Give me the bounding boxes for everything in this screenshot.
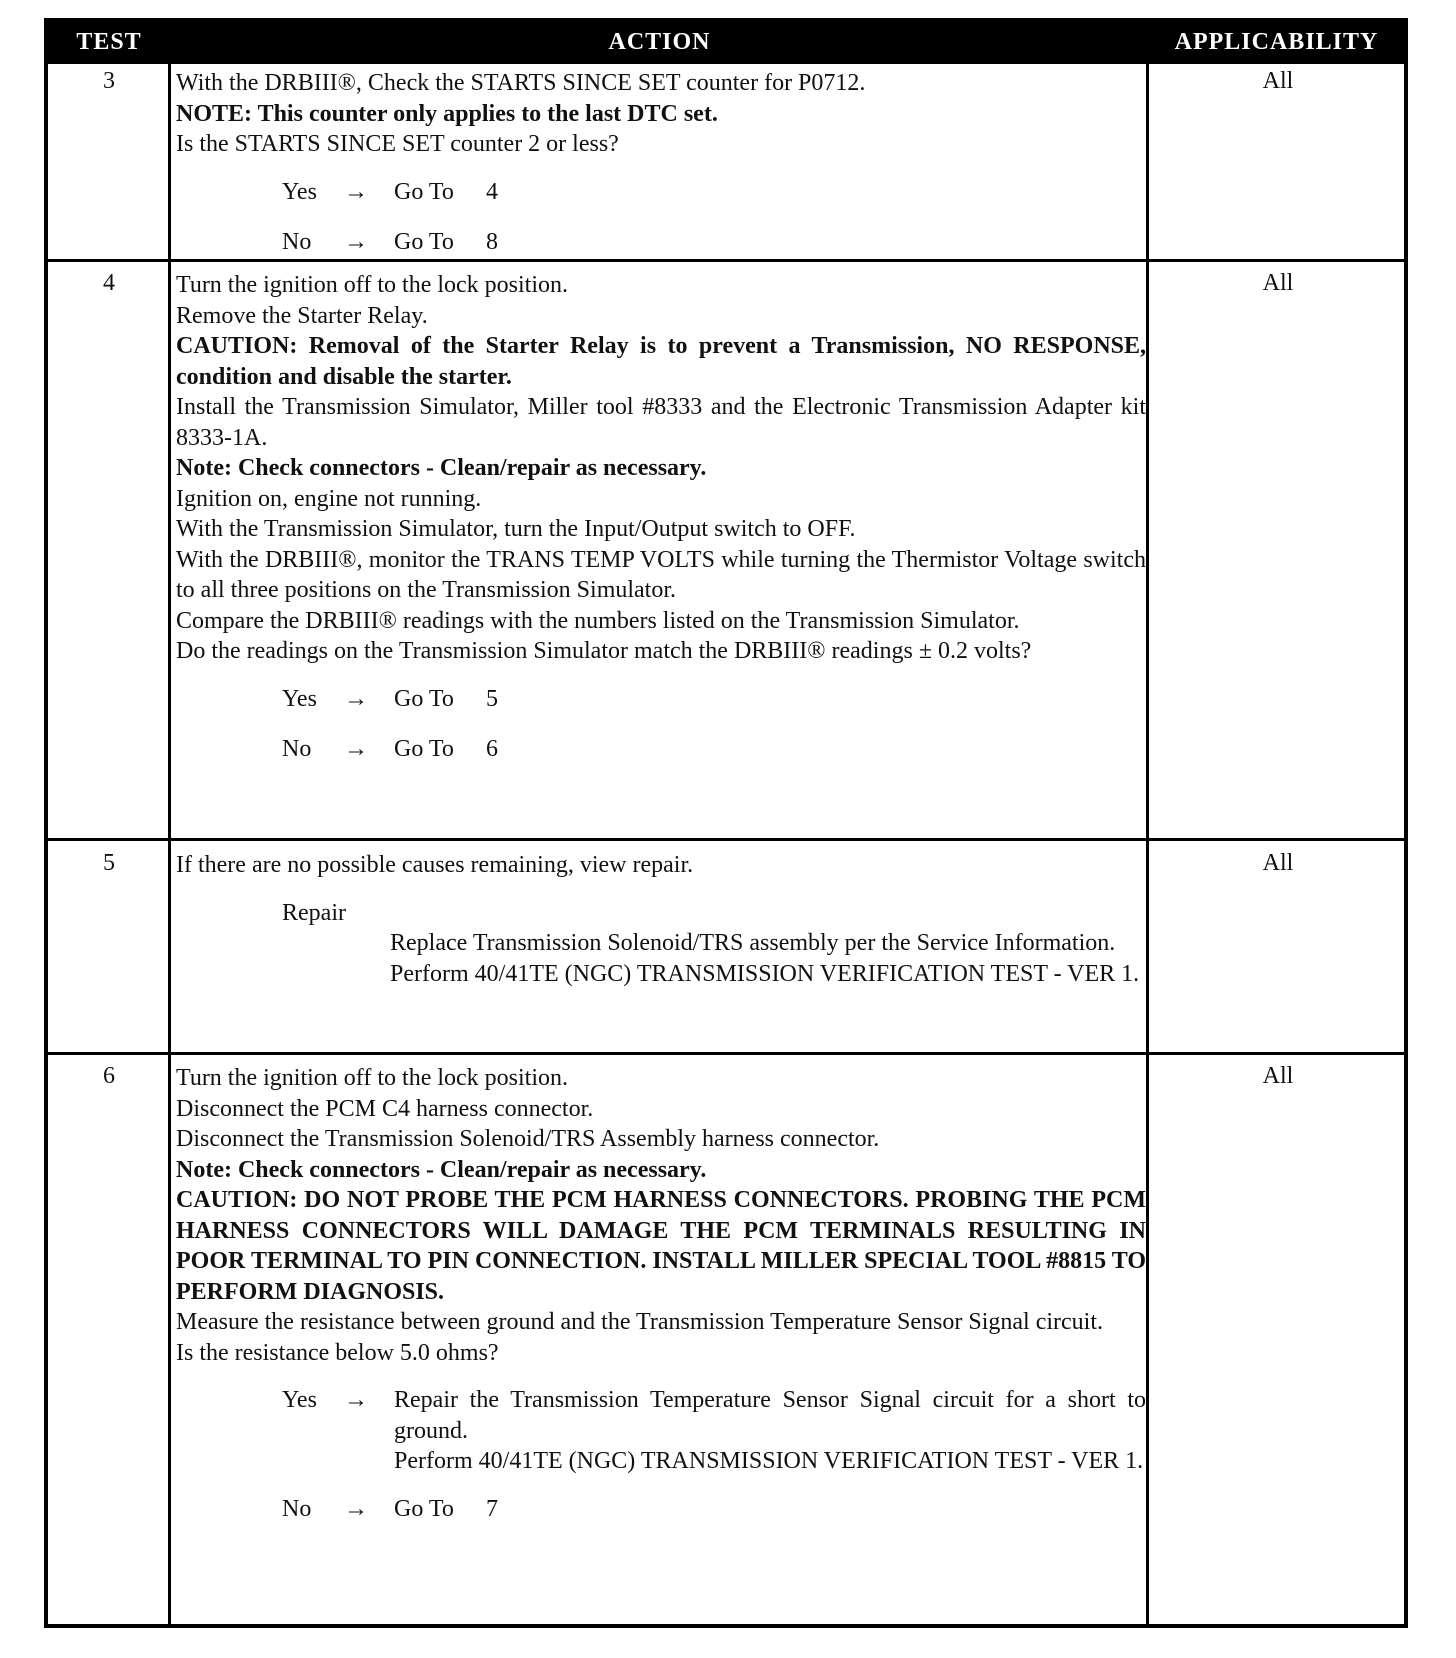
instruction-line: If there are no possible causes remaining, view repair. [176,852,694,878]
test-number: 6 [103,1063,115,1089]
instruction-line: Turn the ignition off to the lock position. [176,1065,569,1091]
caution-line: CAUTION: DO NOT PROBE THE PCM HARNESS CONNECTORS. PROBING THE PCM HARNESS CONNECTORS WILL DAMAGE THE PCM TERMINALS RESULTING IN POOR TERMINAL TO PIN CONNECTION. INSTALL MILLER SPECIAL TOOL #8815 TO PERFORM DIAGNOSIS. [176,1187,1146,1305]
instruction-line: Turn the ignition off to the lock position. [176,272,569,298]
answer-yes [176,667,1146,717]
arrow-icon: → [344,178,368,205]
arrow-icon: → [344,228,368,255]
instruction-line: Disconnect the Transmission Solenoid/TRS Assembly harness connector. [176,1126,880,1152]
goto-text: Go To [394,228,454,255]
question-line: Is the STARTS SINCE SET counter 2 or less? [176,131,619,157]
answer-no [176,1477,1146,1527]
row-divider [48,1052,1404,1055]
goto-text: Go To [394,685,454,712]
column-divider [1146,22,1149,1624]
answer-no [176,717,1146,767]
arrow-icon: → [344,1495,368,1522]
note-line: Note: Check connectors - Clean/repair as necessary. [176,455,707,481]
action-cell [176,68,1146,260]
header-applicability: APPLICABILITY [1149,22,1404,62]
action-cell [176,270,1146,767]
answer-label: Yes [282,1387,317,1413]
answer-instructions [394,1368,1146,1477]
instruction-line: Remove the Starter Relay. [176,302,428,329]
arrow-icon: → [344,1387,368,1413]
note-line: Note: Check connectors - Clean/repair as necessary. [176,1156,707,1183]
instruction-line: With the DRBIII®, Check the STARTS SINCE SET counter for P0712. [176,70,866,96]
goto-text: Go To [394,178,454,205]
test-number: 4 [103,270,115,296]
applicability-value: All [1262,1063,1294,1089]
instruction-line: Disconnect the PCM C4 harness connector. [176,1095,594,1122]
goto-step: 4 [486,178,498,205]
action-cell [176,850,1146,989]
instruction-line: Ignition on, engine not running. [176,485,482,512]
applicability-value: All [1262,68,1294,94]
goto-step: 7 [486,1495,498,1522]
repair-instructions [390,928,1146,989]
repair-line: Replace Transmission Solenoid/TRS assembly per the Service Information. [390,930,1116,956]
header-test: TEST [48,22,170,62]
action-cell [176,1063,1146,1527]
arrow-icon: → [344,735,368,762]
answer-label: No [282,735,312,762]
answer-yes [176,1368,1146,1477]
instruction-line: Measure the resistance between ground and the Transmission Temperature Sensor Signal circuit. [176,1309,1103,1335]
header-action: ACTION [170,22,1149,62]
diagnostic-table [44,18,1408,1628]
repair-line: Perform 40/41TE (NGC) TRANSMISSION VERIFICATION TEST - VER 1. [390,960,1140,987]
instruction-line: With the Transmission Simulator, turn the Input/Output switch to OFF. [176,516,856,542]
test-number: 3 [103,68,115,94]
goto-step: 6 [486,735,498,762]
caution-line: CAUTION: Removal of the Starter Relay is to prevent a Transmission, NO RESPONSE, condition and disable the starter. [176,333,1146,390]
goto-step: 5 [486,685,498,712]
question-line: Do the readings on the Transmission Simulator match the DRBIII® readings ± 0.2 volts? [176,638,1032,664]
row-divider [48,61,1404,64]
applicability-value: All [1262,270,1294,296]
repair-line: Perform 40/41TE (NGC) TRANSMISSION VERIFICATION TEST - VER 1. [394,1448,1144,1474]
answer-label: Yes [282,178,317,205]
note-line: NOTE: This counter only applies to the last DTC set. [176,100,718,127]
answer-label: No [282,228,312,255]
goto-text: Go To [394,1495,454,1522]
arrow-icon: → [344,685,368,712]
row-divider [48,838,1404,841]
instruction-line: Compare the DRBIII® readings with the numbers listed on the Transmission Simulator. [176,607,1020,634]
repair-label: Repair [282,899,346,926]
question-line: Is the resistance below 5.0 ohms? [176,1339,499,1366]
goto-step: 8 [486,228,498,255]
instruction-line: With the DRBIII®, monitor the TRANS TEMP VOLTS while turning the Thermistor Voltage switch to all three positions on the Transmission Simulator. [176,546,1146,603]
answer-yes [176,160,1146,210]
answer-label: Yes [282,685,317,712]
goto-text: Go To [394,735,454,762]
test-number: 5 [103,850,115,876]
column-divider [168,22,171,1624]
answer-label: No [282,1495,312,1522]
applicability-value: All [1262,850,1294,876]
instruction-line: Install the Transmission Simulator, Miller tool #8333 and the Electronic Transmission Adapter kit 8333-1A. [176,394,1146,451]
repair-line: Repair the Transmission Temperature Sensor Signal circuit for a short to ground. [394,1387,1146,1444]
answer-no [176,210,1146,260]
